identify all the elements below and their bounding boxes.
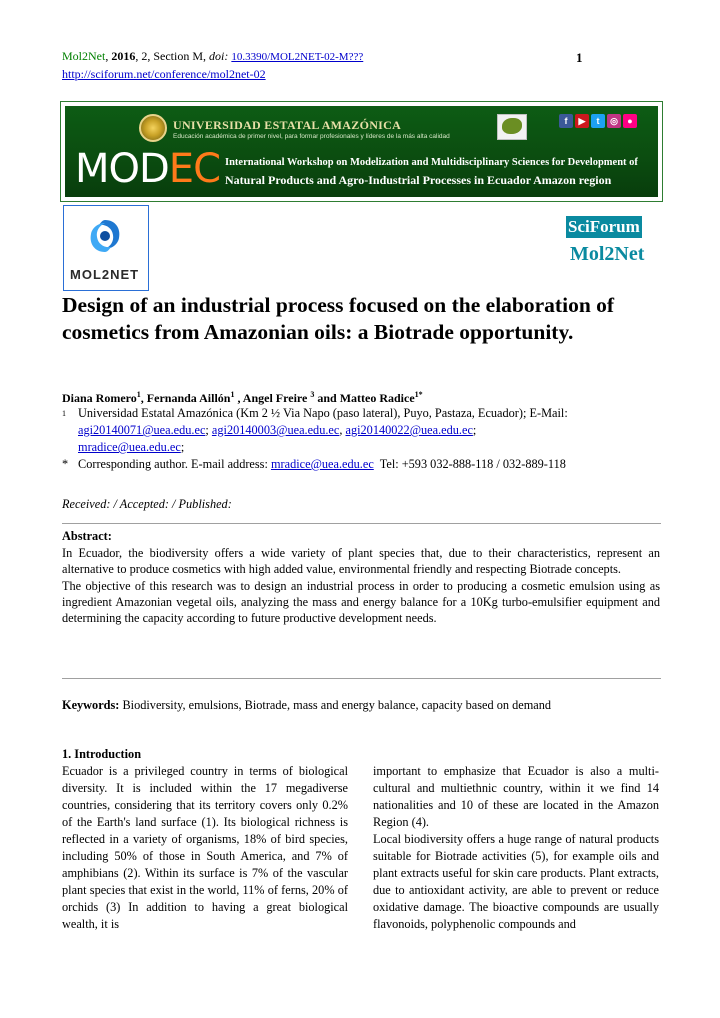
body-paragraph: Local biodiversity offers a huge range of natural products suitable for Biotrade activities (5), for example oils and plant extracts useful for skin care products. Plant extracts, due to antioxidant activity, are able to prevent or reduce oxidative damage. The bioactive compounds are usually flavonoids, polyphenolic compounds and [373, 832, 659, 931]
running-header [62, 48, 363, 83]
email-link[interactable]: agi20140071@uea.edu.ec [78, 423, 206, 437]
mol2net-brand: Mol2Net [570, 243, 645, 265]
email-link[interactable]: agi20140003@uea.edu.ec [211, 423, 340, 437]
page-number: 1 [576, 50, 583, 65]
author-name: , Fernanda Aillón [140, 391, 231, 405]
body-paragraph: important to emphasize that Ecuador is also a multi-cultural and multiethnic country, within it we find 14 nationalities and 10 of these are located in the Amazon Region (4). [373, 764, 659, 829]
abstract-paragraph: The objective of this research was to design an industrial process in order to producing a cosmetic emulsion using as ingredient Amazonian vegetal oils, analyzing the mass and energy balance for a 10Kg turbo-emulsifier equipment and determining the capacity according to future productive development needs. [62, 578, 660, 626]
author-name: and Matteo Radice [314, 391, 415, 405]
modec-banner [65, 106, 658, 197]
gecko-logo-icon [497, 114, 527, 140]
facebook-icon[interactable]: f [559, 114, 573, 128]
instagram-icon[interactable]: ◎ [607, 114, 621, 128]
author-affiliation-mark: 1 [230, 390, 235, 399]
mol2net-swirl-icon [85, 216, 125, 256]
corresponding-text: Corresponding author. E-mail address: [78, 457, 271, 471]
university-seal-icon [139, 114, 167, 142]
modec-wordmark [75, 146, 220, 192]
youtube-icon[interactable]: ▶ [575, 114, 589, 128]
abstract-body [62, 545, 660, 626]
citation-year: 2016 [111, 49, 136, 63]
author-list [62, 390, 423, 406]
author-affiliation-mark: 1 [136, 390, 141, 399]
intro-column-right [373, 763, 659, 933]
paper-title: Design of an industrial process focused on the elaboration of cosmetics from Amazonian oils: a Biotrade opportunity. [62, 293, 615, 344]
journal-name: Mol2Net [62, 49, 106, 63]
affiliations [62, 405, 672, 473]
divider [62, 678, 661, 679]
citation-separator: , [105, 49, 112, 63]
abstract-paragraph: In Ecuador, the biodiversity offers a wide variety of plant species that, due to their characteristics, represent an alternative to produce cosmetics with high added value, environmental friendly and respecting Biotrade concepts. [62, 546, 660, 577]
doi-link[interactable]: 10.3390/MOL2NET-02-M??? [231, 51, 364, 63]
divider [62, 523, 661, 524]
author-name: Diana Romero [62, 391, 137, 405]
flickr-icon[interactable]: ● [623, 114, 637, 128]
modec-wordmark-ec: EC [168, 146, 220, 192]
citation-volume-section: , 2, Section M, [135, 49, 210, 63]
author-name: , Angel Freire [234, 391, 311, 405]
mol2net-logo-text: MOL2NET [70, 267, 140, 282]
body-paragraph: Ecuador is a privileged country in terms of biological diversity. It is included within the 17 megadiverse countries, considering that its territory covers only 0.2% of the Earth's land surface (1). Its biological richness is reflected in a variety of organisms, 18% of bird species, including 50% of those in South America, and 7% of amphibians (2). Within its surface is 7% of the vascular plant species that exist in the world, 11% of ferns, 20% of orchids (3) In addition to having a great biological wealth, it is [62, 764, 348, 931]
sciforum-brand: SciForum [568, 217, 640, 236]
modec-wordmark-mod: MOD [75, 146, 169, 192]
affiliation-text: Universidad Estatal Amazónica (Km 2 ½ Via Napo (paso lateral), Puyo, Pastaza, Ecuador); E-Mail: [78, 406, 568, 420]
abstract-heading: Abstract: [62, 529, 112, 543]
intro-column-left [62, 763, 348, 933]
corresponding-email-link[interactable]: mradice@uea.edu.ec [270, 457, 374, 471]
corresponding-star: * [62, 457, 69, 471]
author-affiliation-mark: 3 [310, 390, 315, 399]
university-tagline: Educación académica de primer nivel, para formar profesionales y líderes de la más alta calidad [173, 133, 450, 140]
keywords-label: Keywords: [62, 698, 120, 712]
doi-label: doi: [209, 49, 229, 63]
section-heading: 1. Introduction [62, 747, 142, 761]
workshop-title-line2: Natural Products and Agro-Industrial Processes in Ecuador Amazon region [225, 173, 612, 187]
corresponding-tel: Tel: +593 032-888-118 / 032-889-118 [373, 457, 566, 471]
keywords-text: Biodiversity, emulsions, Biotrade, mass and energy balance, capacity based on demand [119, 698, 552, 712]
citation-line [62, 48, 363, 66]
email-link[interactable]: mradice@uea.edu.ec [78, 440, 181, 454]
separator: ; [205, 423, 212, 437]
affiliation-1: 1 Universidad Estatal Amazónica (Km 2 ½ Via Napo (paso lateral), Puyo, Pastaza, Ecuador); E-Mail: agi20140071@uea.edu.ec; agi20140003@uea.edu.ec, agi20140022@uea.edu.ec; mradice@uea.edu.ec; [62, 406, 568, 454]
corresponding-author [62, 456, 672, 473]
email-link[interactable]: agi20140022@uea.edu.ec [345, 423, 473, 437]
university-name: UNIVERSIDAD ESTATAL AMAZÓNICA [173, 118, 402, 132]
author-affiliation-mark: 1* [414, 390, 423, 399]
twitter-icon[interactable]: t [591, 114, 605, 128]
keywords [62, 697, 660, 714]
conference-url[interactable]: http://sciforum.net/conference/mol2net-02 [62, 67, 266, 81]
publication-dates: Received: / Accepted: / Published: [62, 497, 232, 511]
mol2net-logo [63, 205, 149, 291]
affiliation-mark: 1 [62, 409, 66, 418]
workshop-title-line1: International Workshop on Modelization and Multidisciplinary Sciences for Development of [225, 157, 638, 168]
